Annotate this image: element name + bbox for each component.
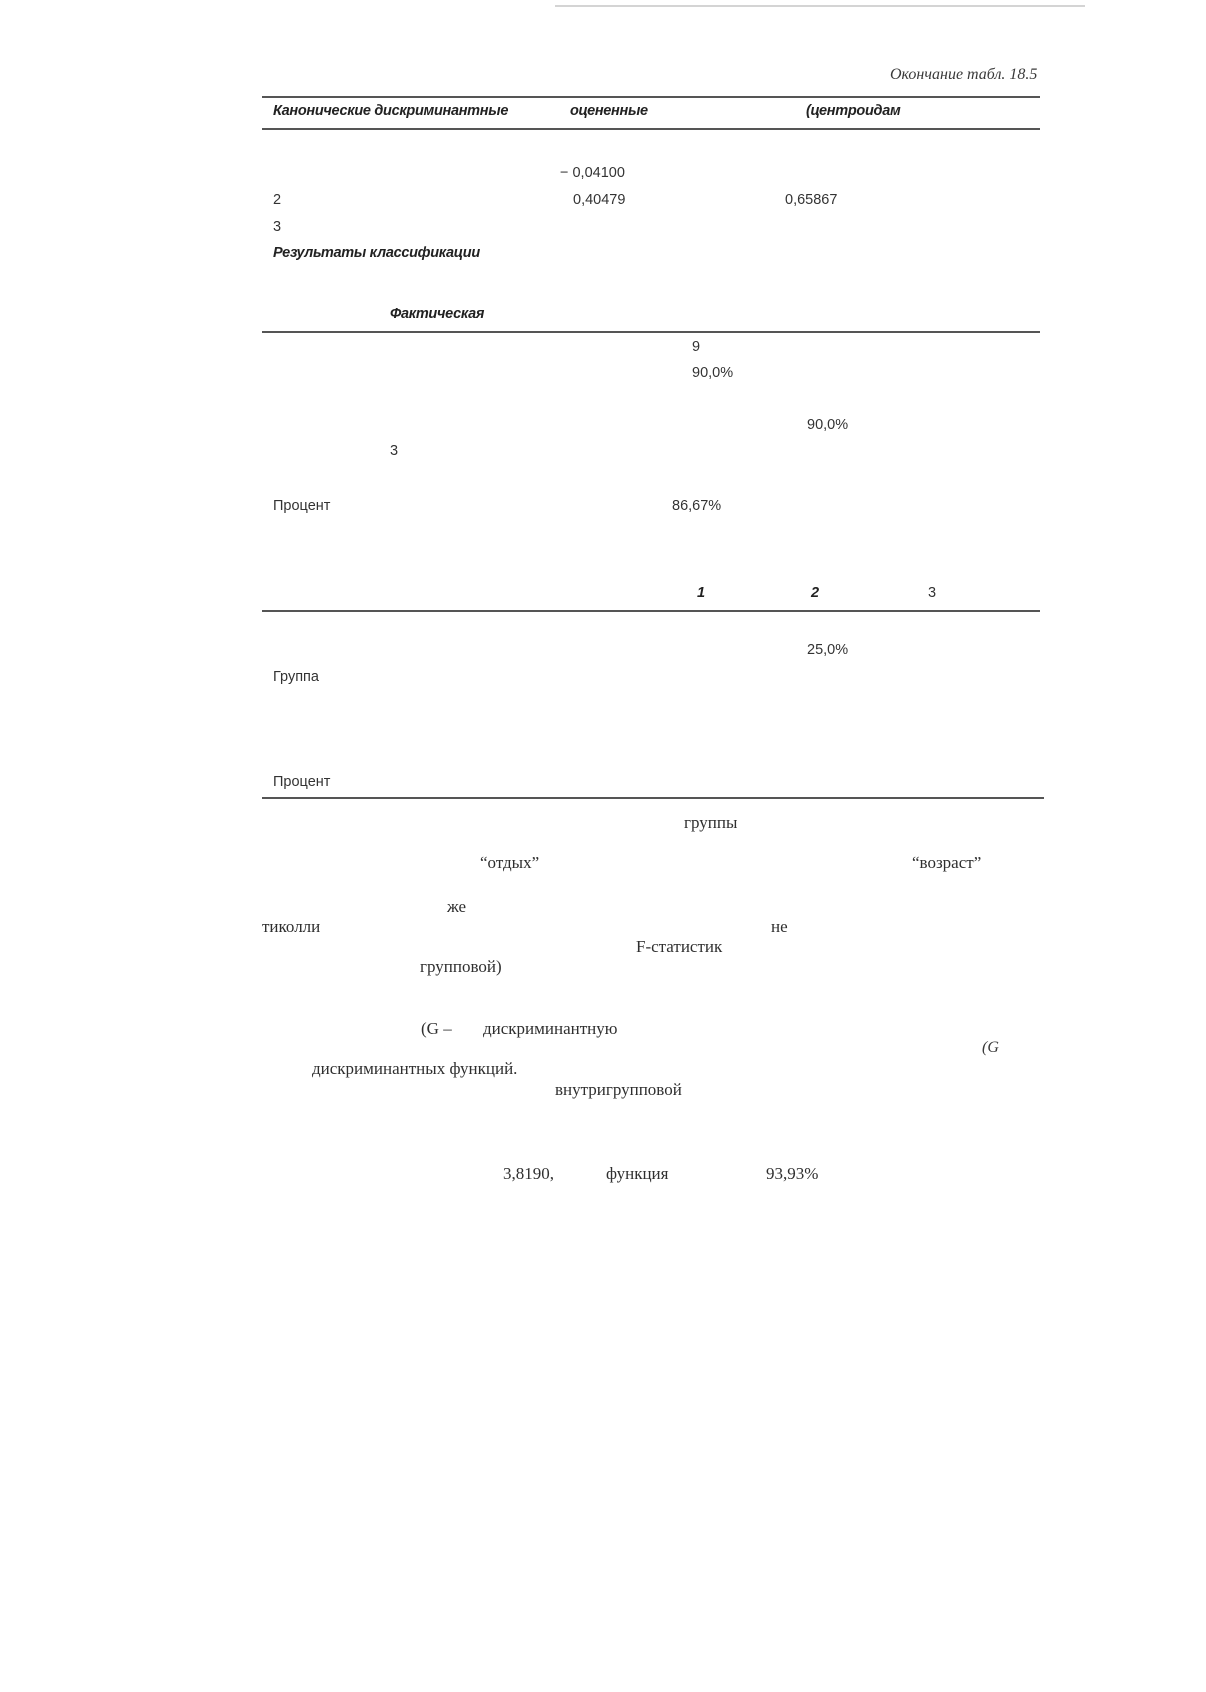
classification-header-rule: [262, 331, 1040, 333]
text-otdyh: “отдых”: [480, 853, 540, 872]
text-vozrast: “возраст”: [912, 853, 982, 872]
second-header-3: 3: [928, 585, 937, 601]
text-tikolli: тиколли: [262, 917, 321, 936]
second-header-2: 2: [811, 585, 819, 601]
cell-count-9: 9: [692, 339, 701, 355]
table-top-rule: [262, 96, 1040, 98]
header-col-3: (центроидам: [806, 103, 901, 119]
percent-label-2: Процент: [273, 774, 331, 790]
text-g-paren: (G: [982, 1039, 999, 1056]
text-funkciya: функция: [606, 1164, 669, 1183]
percent-label-1: Процент: [273, 498, 331, 514]
cell-percent-90-b: 90,0%: [807, 417, 849, 433]
text-f-statistik: F-статистик: [636, 937, 723, 956]
text-vnutrigruppovoy: внутригрупповой: [555, 1080, 682, 1099]
text-ne: не: [771, 917, 788, 936]
cell-percent-90-a: 90,0%: [692, 365, 734, 381]
text-gruppovoy: групповой): [420, 957, 502, 976]
actual-label: Фактическая: [390, 306, 485, 322]
text-zhe: же: [447, 897, 467, 916]
classification-title: Результаты классификации: [273, 245, 480, 261]
header-col-1: Канонические дискриминантные: [273, 103, 509, 119]
text-percent-93-93: 93,93%: [766, 1164, 819, 1183]
header-col-2: оцененные: [570, 103, 648, 119]
row2-label: 2: [273, 192, 282, 208]
text-g-dash: (G –: [421, 1019, 452, 1038]
percent-value-1: 86,67%: [672, 498, 722, 514]
header-bottom-rule: [262, 128, 1040, 130]
page-edge-shadow: [555, 5, 1085, 7]
row1-value-1: − 0,04100: [560, 165, 625, 181]
text-diskriminantnuyu: дискриминантную: [483, 1019, 618, 1038]
text-value-3-8190: 3,8190,: [503, 1164, 554, 1183]
cell-percent-25: 25,0%: [807, 642, 849, 658]
table-bottom-rule: [262, 797, 1044, 799]
second-header-1: 1: [697, 585, 705, 601]
row2-value-2: 0,65867: [785, 192, 838, 208]
table-continuation-title: Окончание табл. 18.5: [890, 66, 1038, 83]
second-header-rule: [262, 610, 1040, 612]
row2-value-1: 0,40479: [573, 192, 626, 208]
cell-group-3: 3: [390, 443, 399, 459]
group-label: Группа: [273, 669, 319, 685]
row3-label: 3: [273, 219, 282, 235]
text-gruppy: группы: [684, 813, 738, 832]
text-diskriminantnyh-funkciy: дискриминантных функций.: [312, 1059, 518, 1078]
